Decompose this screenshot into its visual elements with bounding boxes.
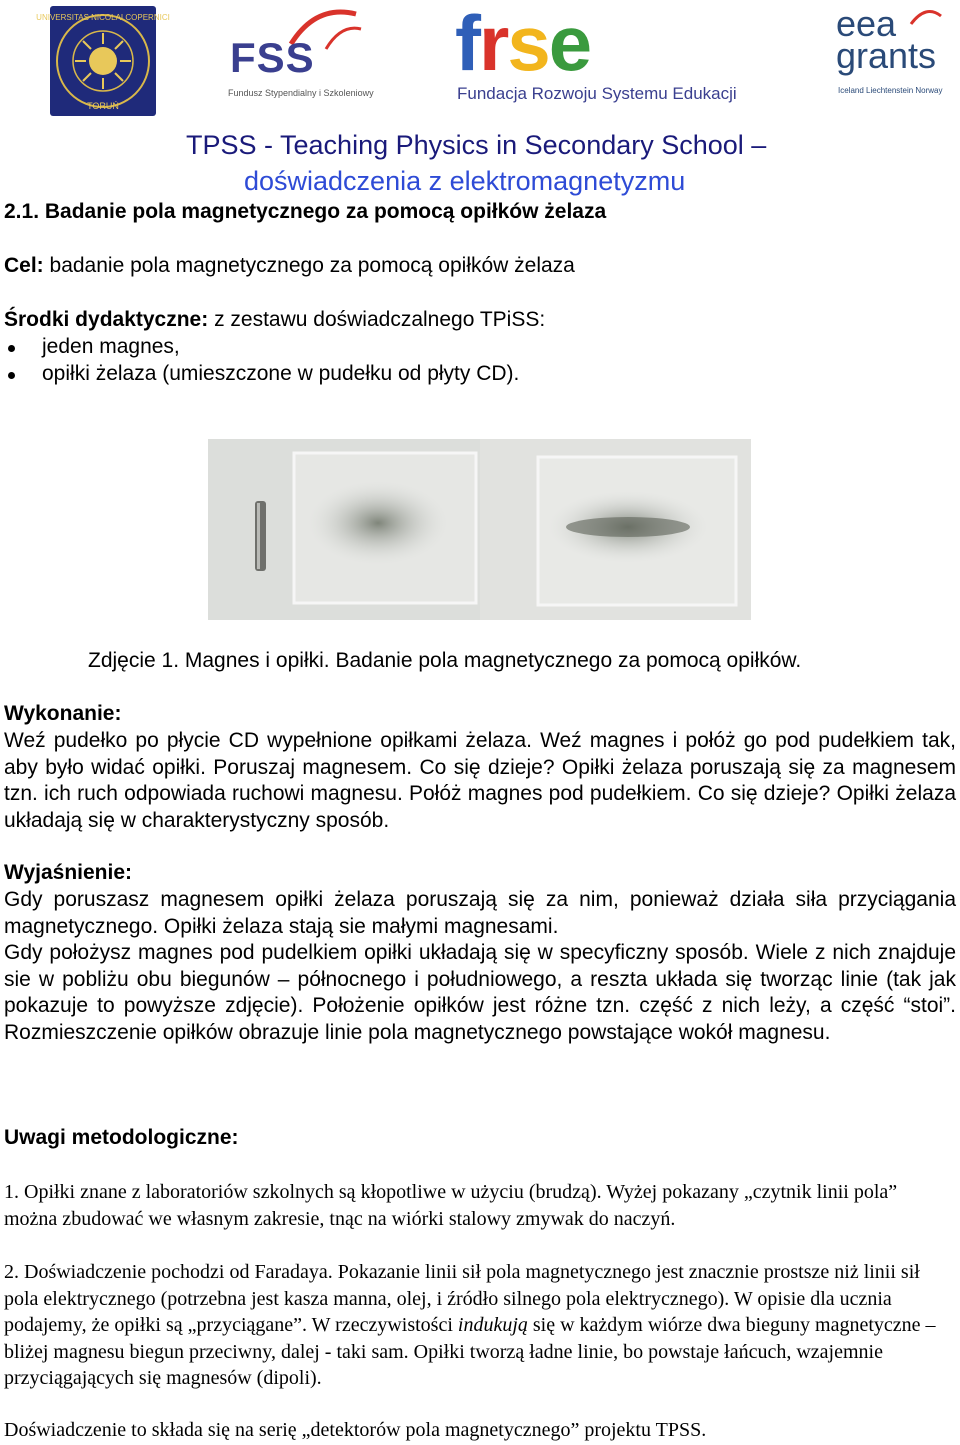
- explanation-para2: Gdy położysz magnes pod pudelkiem opiłki układają się w specyficzny sposób. Wiele z nich znajduje sie w pobliżu obu biegunów – północnego i południowego, a reszta układa się tworząc linie (tak jak pokazuje to powyższe zdjęcie). Położenie opiłków jest różne tzn. część z nich leży, a część “stoi”. Rozmieszczenie opiłków obrazuje linie pola magnetycznego powstające wokół magnesu.: [4, 941, 956, 1044]
- goal-text: badanie pola magnetycznego za pomocą opiłków żelaza: [43, 254, 575, 277]
- fss-logo-subtitle: Fundusz Stypendialny i Szkoleniowy: [228, 88, 374, 98]
- materials-label: Środki dydaktyczne:: [4, 308, 209, 331]
- remarks-label: Uwagi metodologiczne:: [4, 1126, 239, 1149]
- eea-line1: eea: [836, 3, 897, 44]
- frse-logo-text: frse: [455, 0, 591, 87]
- remarks-p1: 1. Opiłki znane z laboratoriów szkolnych są kłopotliwe w użyciu (brudzą). Wyżej pokazany „czytnik linii pola” można zbudować we własnym zakresie, tnąc na wiórki stalowy zmywak do naczyń.: [4, 1181, 898, 1230]
- remarks-p2-before: 2. Doświadczenie pochodzi od Faradaya. Pokazanie linii sił pola magnetycznego jest znacznie prostsze niż linii sił pola elektrycznego (potrzebna jest kasza manna, olej, i źródło silnego pola elektrycznego). W opisie dla ucznia podajemy, że opiłki są „przyciągane”. W rzeczywistości: [4, 1261, 920, 1336]
- remarks-p2-after: się w każdym wiórze dwa bieguny magnetyczne – bliżej magnesu biegun przeciwny, dalej - taki sam. Opiłki tworzą ładne linie, bo powstaje łańcuch, wzajemnie przyciągających się magnesów (dipoli).: [4, 1314, 936, 1389]
- eea-logo-text: [836, 3, 937, 76]
- umk-ring-text: UNIVERSITAS NICOLAI COPERNICI: [36, 13, 170, 22]
- list-item: jeden magnes,: [4, 334, 519, 361]
- remarks-p3: Doświadczenie to składa się na serię „detektorów pola magnetycznego” projektu TPSS.: [4, 1419, 707, 1441]
- umk-logo: [36, 6, 170, 116]
- umk-city-text: TORUŃ: [87, 101, 119, 111]
- remarks-p2: [4, 1259, 949, 1392]
- eea-logo-subtitle: Iceland Liechtenstein Norway: [838, 86, 943, 95]
- remarks-p2-italic: indukują: [457, 1314, 528, 1336]
- goal-label: Cel:: [4, 254, 44, 277]
- document-header-title: TPSS - Teaching Physics in Secondary School –: [186, 130, 767, 160]
- goal-paragraph: [4, 253, 575, 280]
- photo-caption: Zdjęcie 1. Magnes i opiłki. Badanie pola magnetycznego za pomocą opiłków.: [88, 649, 802, 672]
- explanation-label: Wyjaśnienie:: [4, 861, 132, 884]
- eea-grants-logo: [836, 3, 956, 98]
- explanation-para1: Gdy poruszasz magnesem opiłki żelaza poruszają się za nim, ponieważ działa siła przyciągania magnetycznego. Opiłki żelaza stają sie małymi magnesami.: [4, 888, 956, 938]
- materials-heading: [4, 307, 545, 334]
- procedure-label: Wykonanie:: [4, 702, 122, 725]
- experiment-photo: [208, 439, 751, 620]
- document-header-subtitle: doświadczenia z elektromagnetyzmu: [244, 166, 686, 196]
- materials-text: z zestawu doświadczalnego TPiSS:: [208, 308, 546, 331]
- fss-logo-text: FSS: [230, 34, 315, 81]
- list-item: opiłki żelaza (umieszczone w pudełku od płyty CD).: [4, 361, 519, 388]
- frse-logo-subtitle: Fundacja Rozwoju Systemu Edukacji: [457, 84, 737, 103]
- fss-logo: [226, 4, 372, 100]
- materials-list: [4, 334, 519, 387]
- frse-logo: [455, 0, 737, 104]
- eea-line2: grants: [836, 35, 937, 76]
- section-title: 2.1. Badanie pola magnetycznego za pomocą opiłków żelaza: [4, 200, 607, 223]
- procedure-text: Weź pudełko po płycie CD wypełnione opiłkami żelaza. Weź magnes i połóż go pod pudełkiem tak, aby było widać opiłki. Poruszaj magnesem. Co się dzieje? Opiłki żelaza poruszają się za magnesem tzn. ich ruch odpowiada ruchowi magnesu. Połóż magnes pod pudełkiem. Co się dzieje? Opiłki żelaza układają się w charakterystyczny sposób.: [4, 729, 956, 832]
